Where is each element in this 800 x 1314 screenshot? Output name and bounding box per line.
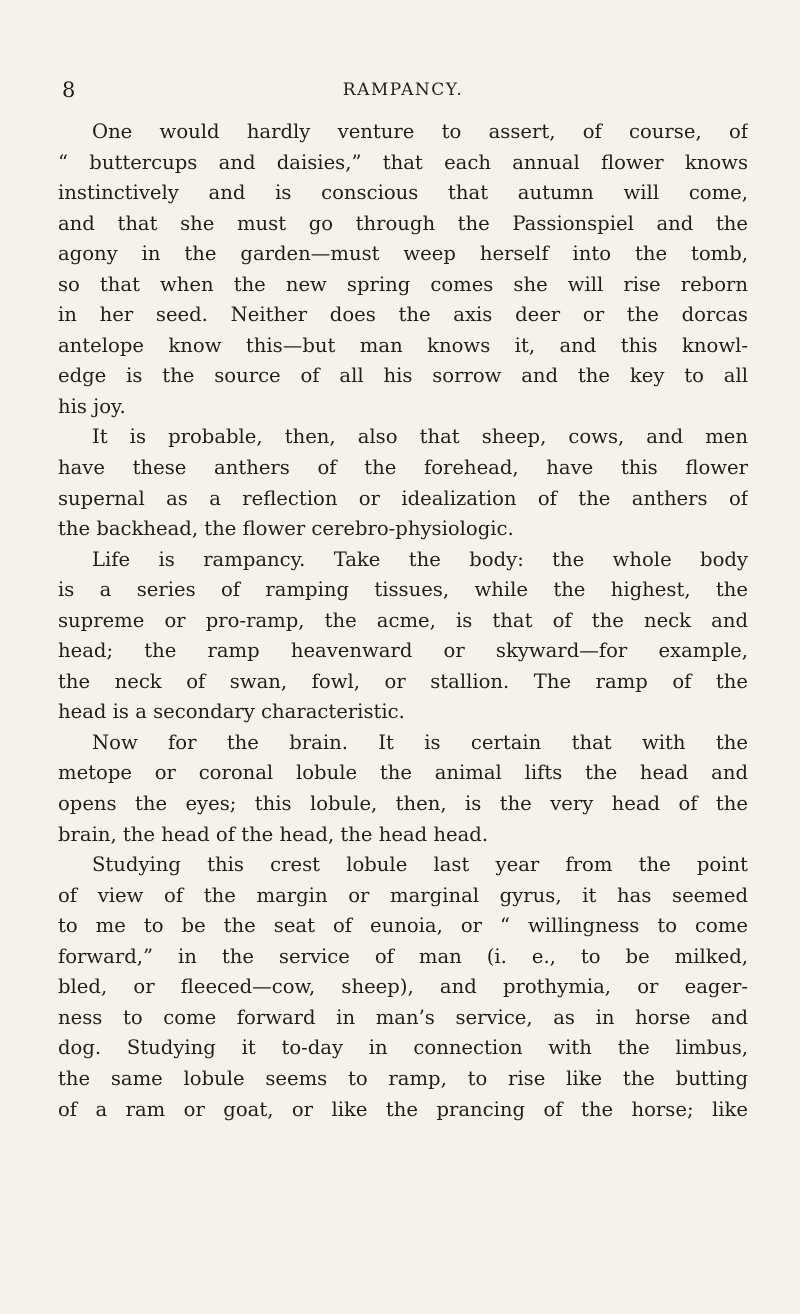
page-header xyxy=(58,78,748,106)
text-line: the neck of swan, fowl, or stallion. The ramp of the xyxy=(58,669,748,693)
text-line: ness to come forward in man’s service, as in horse and xyxy=(58,1005,748,1029)
text-line: and that she must go through the Passionspiel and the xyxy=(58,211,748,235)
text-line: of view of the margin or marginal gyrus, it has seemed xyxy=(58,883,748,907)
text-line: Studying this crest lobule last year from the point xyxy=(92,853,748,877)
body-text xyxy=(58,117,748,1125)
text-line: agony in the garden—must weep herself into the tomb, xyxy=(58,242,748,266)
text-line: head; the ramp heavenward or skyward—for example, xyxy=(58,639,748,663)
text-line: in her seed. Neither does the axis deer or the dorcas xyxy=(58,303,748,327)
text-line: bled, or fleeced—cow, sheep), and prothymia, or eager- xyxy=(58,975,748,999)
text-line: the same lobule seems to ramp, to rise like the butting xyxy=(58,1066,748,1090)
text-line: metope or coronal lobule the animal lifts the head and xyxy=(58,761,748,785)
text-line: It is probable, then, also that sheep, cows, and men xyxy=(92,425,748,449)
text-line: brain, the head of the head, the head head. xyxy=(58,822,489,846)
text-line: Now for the brain. It is certain that with the xyxy=(92,730,748,754)
text-line: have these anthers of the forehead, have this flower xyxy=(58,456,748,480)
text-line: of a ram or goat, or like the prancing of the horse; like xyxy=(58,1097,748,1121)
text-line: supernal as a reflection or idealization of the anthers of xyxy=(58,486,748,510)
text-line: his joy. xyxy=(58,394,126,418)
text-line: the backhead, the flower cerebro-physiologic. xyxy=(58,517,514,541)
page-number: 8 xyxy=(62,78,76,102)
text-line: edge is the source of all his sorrow and the key to all xyxy=(58,364,748,388)
text-line: to me to be the seat of eunoia, or “ willingness to come xyxy=(58,914,748,938)
text-line: instinctively and is conscious that autumn will come, xyxy=(58,181,748,205)
text-line: antelope know this—but man knows it, and this knowl- xyxy=(58,333,748,357)
text-line: so that when the new spring comes she will rise reborn xyxy=(58,272,748,296)
text-line: is a series of ramping tissues, while the highest, the xyxy=(58,578,748,602)
text-line: forward,” in the service of man (i. e., to be milked, xyxy=(58,944,748,968)
text-line: dog. Studying it to-day in connection with the limbus, xyxy=(58,1036,748,1060)
text-line: supreme or pro-ramp, the acme, is that of the neck and xyxy=(58,608,748,632)
running-head: RAMPANCY. xyxy=(342,80,464,100)
text-line: “ buttercups and daisies,” that each annual flower knows xyxy=(58,150,748,174)
text-line: One would hardly venture to assert, of course, of xyxy=(92,120,748,143)
text-line: Life is rampancy. Take the body: the whole body xyxy=(92,547,748,571)
text-line: head is a secondary characteristic. xyxy=(58,700,405,724)
text-line: opens the eyes; this lobule, then, is the very head of the xyxy=(58,792,748,816)
